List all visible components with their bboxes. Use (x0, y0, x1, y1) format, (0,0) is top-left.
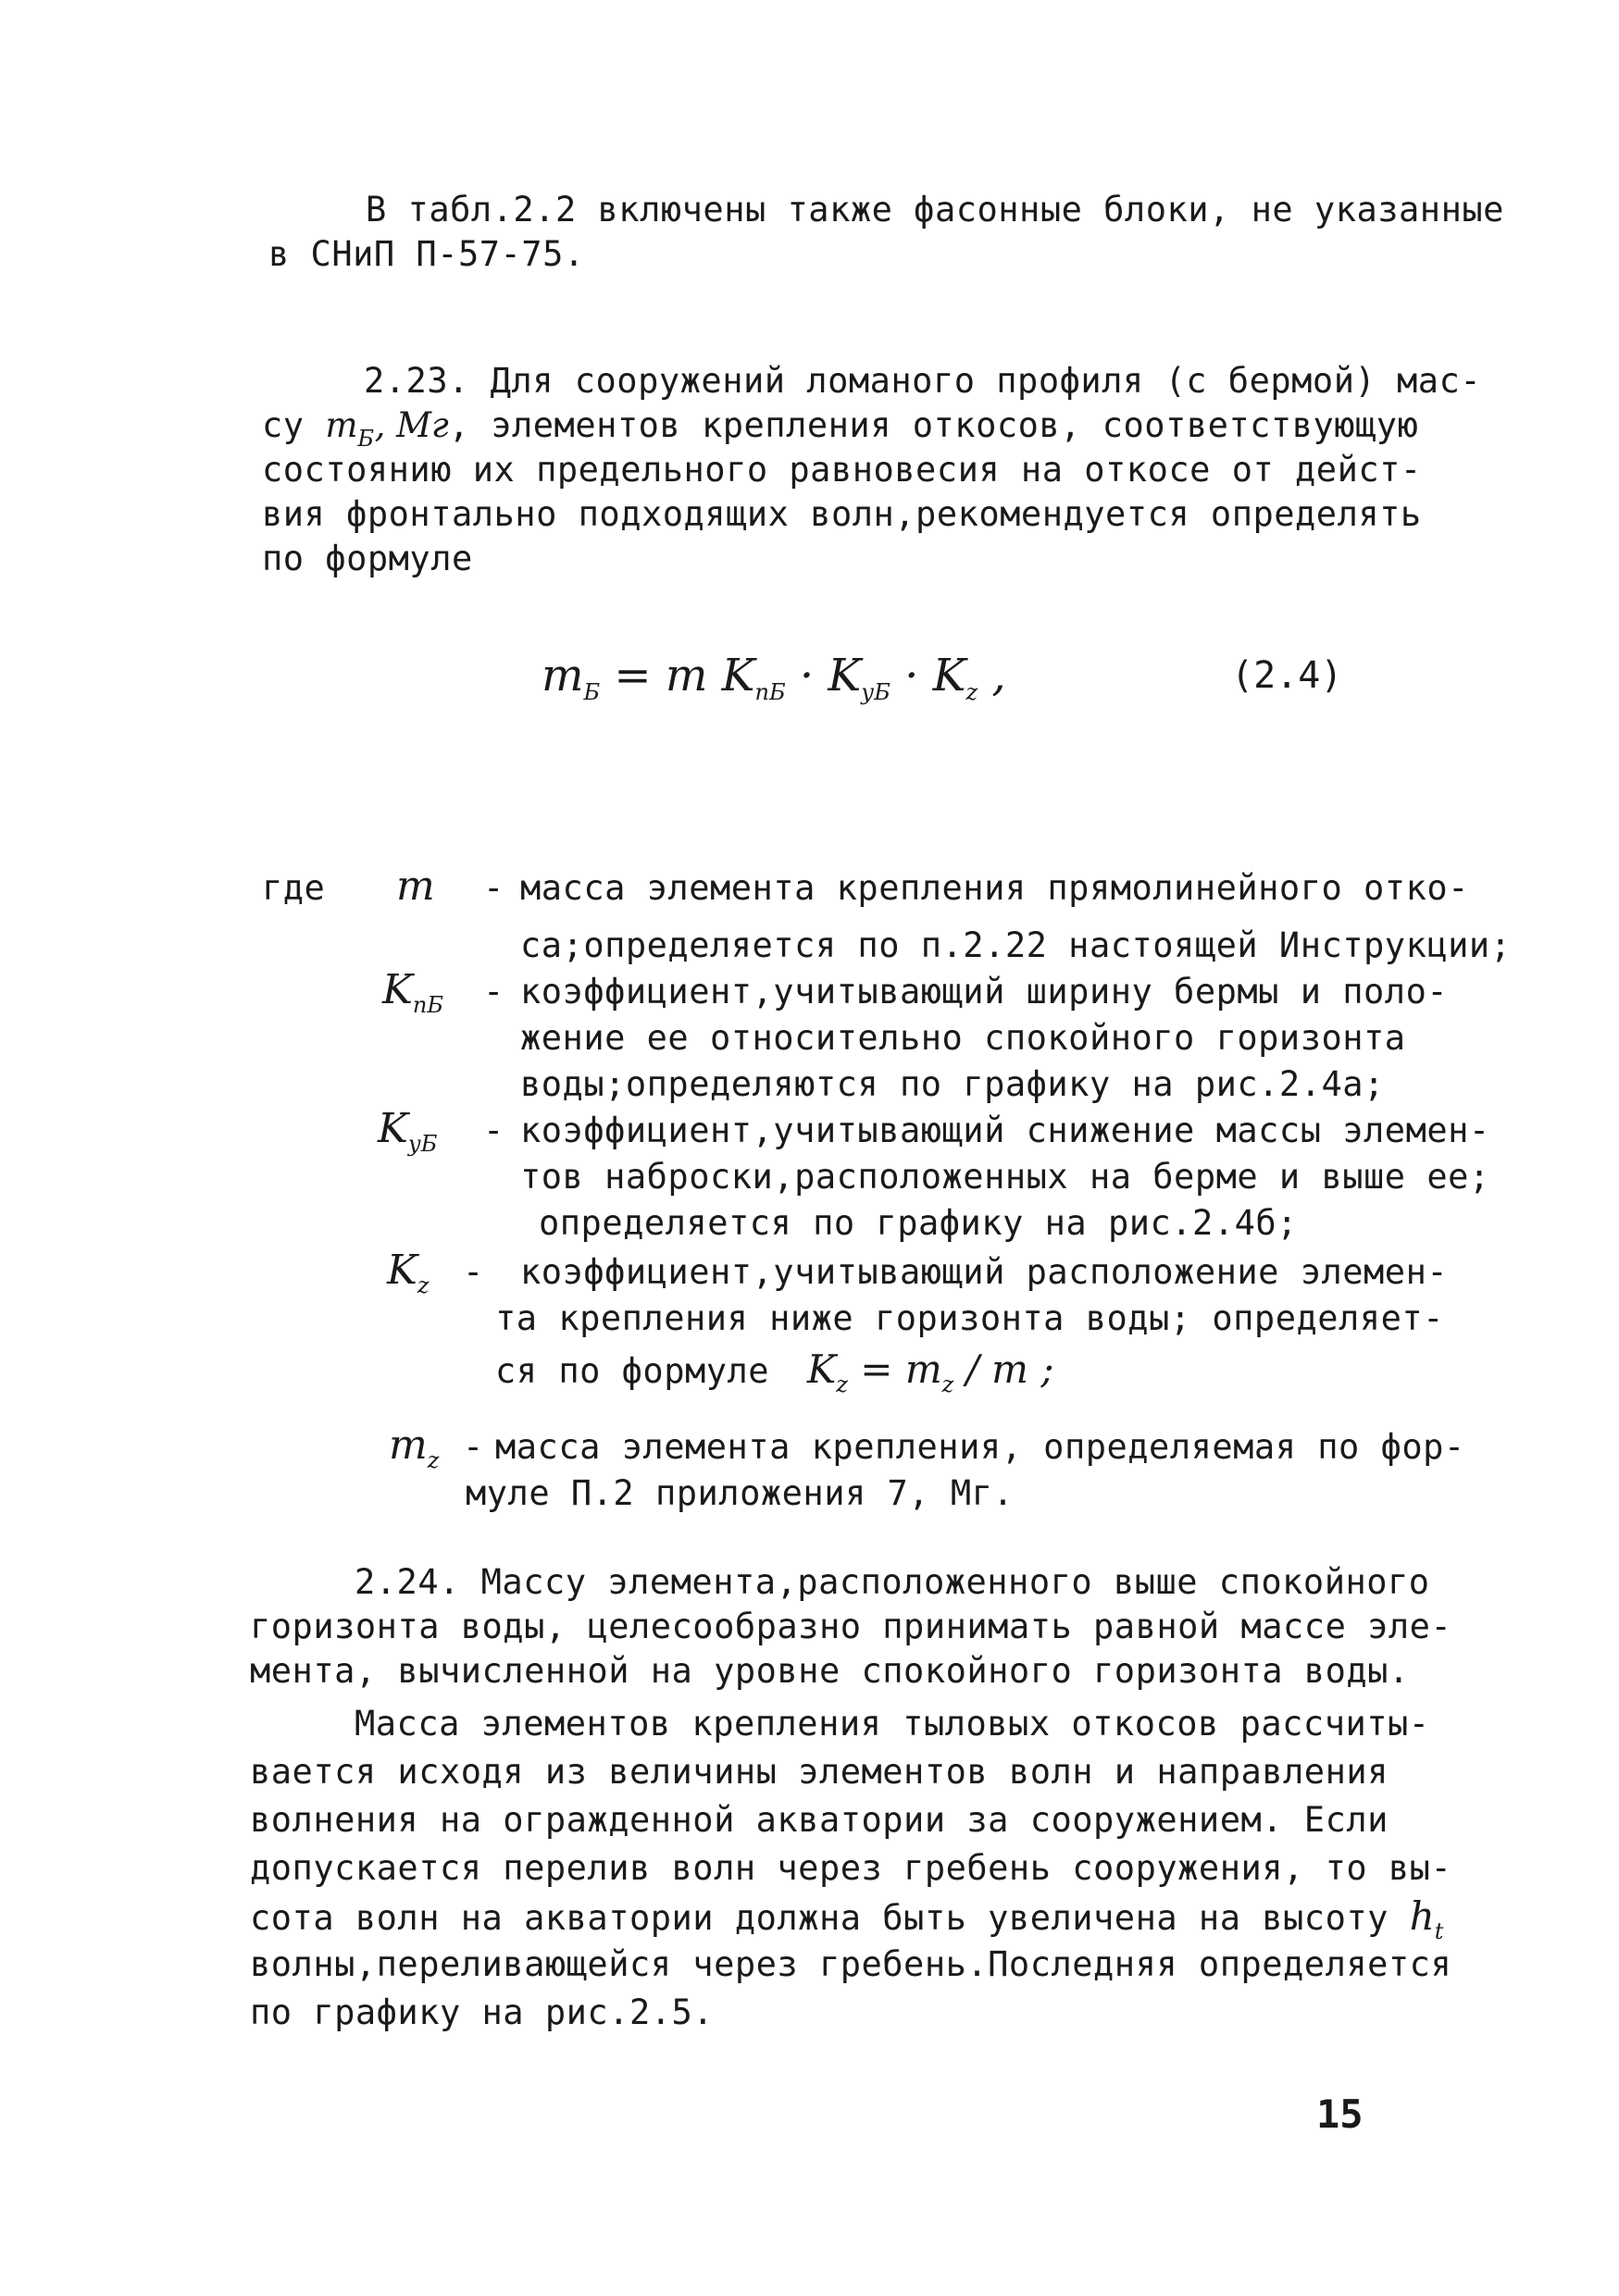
para-223-line-1: 2.23. Для сооружений ломаного профиля (с бермой) мас- (364, 361, 1482, 401)
h-t-symbol: h (1409, 1893, 1435, 1939)
para-224-line-3: мента, вычисленной на уровне спокойного горизонта воды. (250, 1651, 1410, 1691)
where-symbol-m-z: $m_z$ (389, 1421, 440, 1473)
para-224-line-1: 2.24. Массу элемента,расположенного выше спокойного (355, 1562, 1430, 1602)
para-223-line-3: состоянию их предельного равновесия на откосе от дейст- (262, 450, 1422, 490)
para-224-line-2: горизонта воды, целесообразно принимать равной массе эле- (250, 1607, 1452, 1646)
page-number: 15 (1316, 2091, 1364, 2137)
where-dash: - (483, 972, 504, 1011)
where-item-1-line-1: коэффициент,учитывающий ширину бермы и поло- (520, 972, 1449, 1011)
formula-number: (2.4) (1231, 654, 1343, 697)
where-item-3-line-2: та крепления ниже горизонта воды; определяет- (495, 1298, 1444, 1338)
where-label: где (262, 868, 326, 908)
para-223-line-2: су $m_Б$, Мг, элементов крепления откосов, соответствующую (262, 405, 1419, 452)
para-rear-line-1: Масса элементов крепления тыловых откосов рассчиты- (355, 1704, 1430, 1744)
kz-formula: $K_z = m_z / m$ ; (806, 1347, 1054, 1397)
where-symbol-m: m (396, 863, 435, 910)
where-item-2-line-2: тов наброски,расположенных на берме и выше ее; (520, 1157, 1490, 1197)
where-symbol-k-yb: $K_{уБ}$ (378, 1105, 438, 1157)
m-b-symbol: m (325, 405, 358, 445)
where-dash: - (463, 1252, 484, 1292)
where-item-2-line-3: определяется по графику на рис.2.4б; (539, 1203, 1298, 1243)
formula-2-4: $m_Б = m$ $K_{пБ} \cdot K_{уБ} \cdot K_z$ , (542, 650, 1006, 705)
para-rear-line-3: волнения на огражденной акватории за сооружением. Если (250, 1800, 1389, 1840)
para-rear-line-4: допускается перелив волн через гребень сооружения, то вы- (250, 1848, 1452, 1888)
where-item-1-line-2: жение ее относительно спокойного горизонта (520, 1018, 1406, 1058)
where-dash: - (463, 1427, 484, 1467)
where-dash: - (483, 1111, 504, 1150)
where-item-1-line-3: воды;определяются по графику на рис.2.4а; (520, 1064, 1385, 1104)
where-item-0-line-1: масса элемента крепления прямолинейного отко- (520, 868, 1469, 908)
where-symbol-k-z: $K_z$ (387, 1247, 430, 1298)
where-item-4-line-2: муле П.2 приложения 7, Мг. (466, 1473, 1015, 1513)
para-rear-line-7: по графику на рис.2.5. (250, 1992, 715, 2032)
para-223-line-5: по формуле (262, 539, 473, 578)
para-223-line-4: вия фронтально подходящих волн,рекомендуется определять (262, 494, 1422, 534)
where-dash: - (483, 868, 504, 908)
intro-line-2: в СНиП П-57-75. (268, 234, 585, 274)
para-rear-line-2: вается исходя из величины элементов волн и направления (250, 1752, 1389, 1792)
intro-line-1: В табл.2.2 включены также фасонные блоки, не указанные (366, 190, 1504, 230)
where-item-0-line-2: са;определяется по п.2.22 настоящей Инструкции; (520, 925, 1512, 965)
where-item-2-line-1: коэффициент,учитывающий снижение массы элемен- (520, 1111, 1490, 1150)
para-rear-line-6: волны,переливающейся через гребень.Последняя определяется (250, 1944, 1452, 1984)
para-rear-line-5: сота волн на акватории должна быть увеличена на высоту $h_t$ (250, 1893, 1444, 1944)
where-symbol-k-pb: $K_{пБ}$ (382, 966, 443, 1018)
where-item-4-line-1: масса элемента крепления, определяемая по фор- (495, 1427, 1465, 1467)
where-item-3-line-3: ся по формуле $K_z = m_z / m$ ; (495, 1347, 1054, 1397)
where-item-3-line-1: коэффициент,учитывающий расположение элемен- (520, 1252, 1449, 1292)
